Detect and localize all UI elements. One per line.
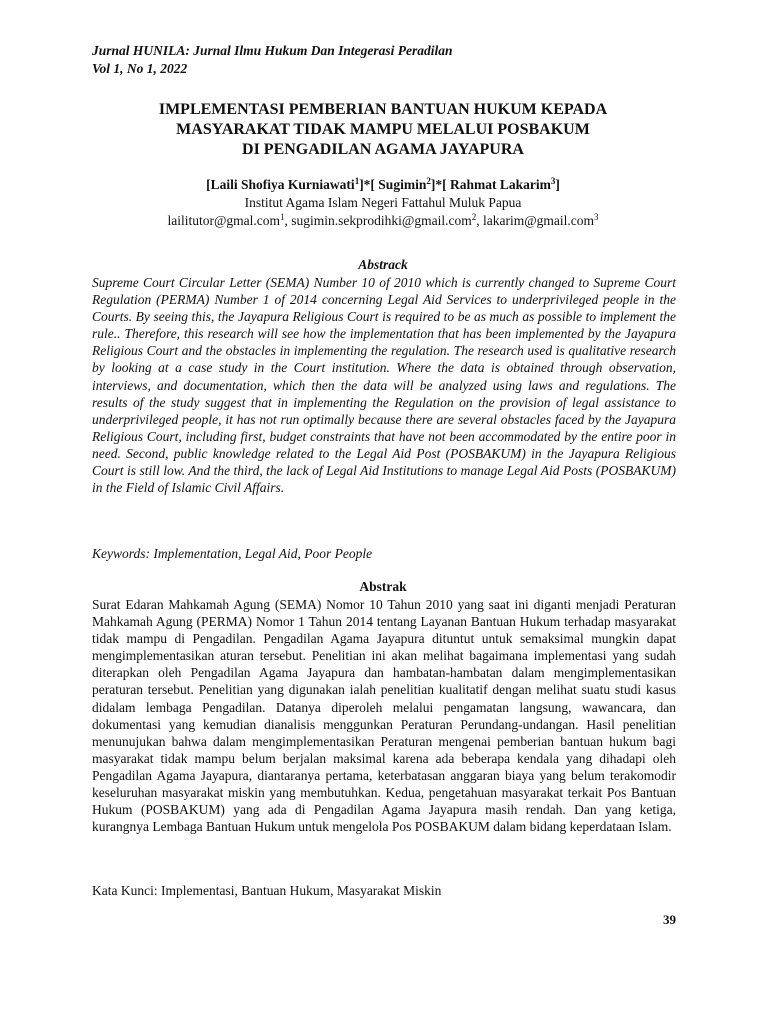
author-emails	[90, 212, 676, 230]
author-3-marker: 3	[550, 176, 556, 186]
abstract-id-body: Surat Edaran Mahkamah Agung (SEMA) Nomor 10 Tahun 2010 yang saat ini diganti menjadi Peraturan Mahkamah Agung (PERMA) Nomor 1 Tahun 2014 tentang Layanan Bantuan Hukum terhadap masyarakat tidak mampu di Pengadilan. Pengadilan Agama Jayapura dituntut untuk semaksimal mungkin dapat mengimplementasikan aturan tersebut. Penelitian ini akan melihat bagaimana implementasi yang sudah diterapkan oleh Pengadilan Agama Jayapura dan hambatan-hambatan dalam mengimplementasikan peraturan tersebut. Penelitian yang digunakan ialah penelitian kualitatif dengan melihat suatu studi kasus didalam lembaga Pengadilan. Datanya diperoleh melalui pengamatan langsung, wawancara, dan dokumentasi yang kemudian dianalisis menggunkan Peraturan Perundang-undangan. Hasil penelitian menunujukan bahwa dalam mengimplementasikan Peraturan mengenai pemberian bantuan hukum bagi masyarakat tidak mampu belum berjalan maksimal karena ada beberapa kendala yang dihadapi oleh Pengadilan Agama Jayapura, diantaranya pertama, keterbatasan anggaran biaya yang belum terakomodir keseluruhan masyarakat miskin yang membutuhkan. Kedua, pengetahuan masyarakat terkait Pos Bantuan Hukum (POSBAKUM) yang ada di Pengadilan Agama Jayapura masih rendah. Dan yang ketiga, kurangnya Lembaga Bantuan Hukum untuk mengelola Pos POSBAKUM dalam bidang keperdataan Islam.	[92, 597, 676, 835]
email-1: lailitutor@gmal.com	[167, 213, 281, 228]
author-1-marker: 1	[354, 176, 360, 186]
abstract-en-body: Supreme Court Circular Letter (SEMA) Number 10 of 2010 which is currently changed to Supreme Court Regulation (PERMA) Number 1 of 2014 concerning Legal Aid Services to underprivileged people in the Courts. By seeing this, the Jayapura Religious Court is required to be as much as possible to implement the rule.. Therefore, this research will see how the implementation that has been implemented by the Jayapura Religious Court and the obstacles in implementing the regulation. The research used is qualitative research by looking at a case study in the Court institution. Where the data is obtained through observation, interviews, and documentation, which then the data will be analyzed using laws and regulations. The results of the study suggest that in implementing the Regulation on the provision of legal assistance to underprivileged people, it has not run optimally because there are several obstacles faced by the Jayapura Religious Court, including first, budget constraints that have not been accommodated by the entire poor in need. Second, public knowledge related to the Legal Aid Post (POSBAKUM) in the Jayapura Religious Court is still low. And the third, the lack of Legal Aid Institutions to manage Legal Aid Posts (POSBAKUM) in the Field of Islamic Civil Affairs.	[92, 275, 676, 496]
abstract-en-heading: Abstrack	[358, 257, 408, 272]
author-2-name: ]*[ Sugimin	[359, 177, 427, 192]
author-list-close: ]	[555, 177, 560, 192]
author-3-name: ]*[ Rahmat Lakarim	[430, 177, 551, 192]
abstract-id-heading: Abstrak	[359, 579, 407, 594]
title-line-2: MASYARAKAT TIDAK MAMPU MELALUI POSBAKUM	[176, 121, 590, 138]
journal-volume: Vol 1, No 1, 2022	[92, 61, 188, 76]
email-1-marker: 1	[280, 212, 285, 222]
journal-name: Jurnal HUNILA: Jurnal Ilmu Hukum Dan Integerasi Peradilan	[92, 43, 453, 58]
email-2: , sugimin.sekprodihki@gmail.com	[284, 213, 472, 228]
article-title	[90, 100, 676, 160]
email-3: , lakarim@gmail.com	[476, 213, 594, 228]
keywords-en: Keywords: Implementation, Legal Aid, Poor People	[92, 546, 373, 561]
journal-header	[92, 42, 692, 78]
affiliation: Institut Agama Islam Negeri Fattahul Muluk Papua	[244, 195, 522, 210]
keywords-id: Kata Kunci: Implementasi, Bantuan Hukum, Masyarakat Miskin	[92, 883, 442, 898]
author-1-name: [Laili Shofiya Kurniawati	[206, 177, 355, 192]
email-3-marker: 3	[594, 212, 599, 222]
title-line-1: IMPLEMENTASI PEMBERIAN BANTUAN HUKUM KEPADA	[158, 101, 608, 118]
author-2-marker: 2	[426, 176, 431, 186]
author-list	[90, 176, 676, 194]
title-line-3: DI PENGADILAN AGAMA JAYAPURA	[242, 141, 524, 158]
email-2-marker: 2	[471, 212, 477, 222]
page-number: 39	[663, 912, 676, 927]
